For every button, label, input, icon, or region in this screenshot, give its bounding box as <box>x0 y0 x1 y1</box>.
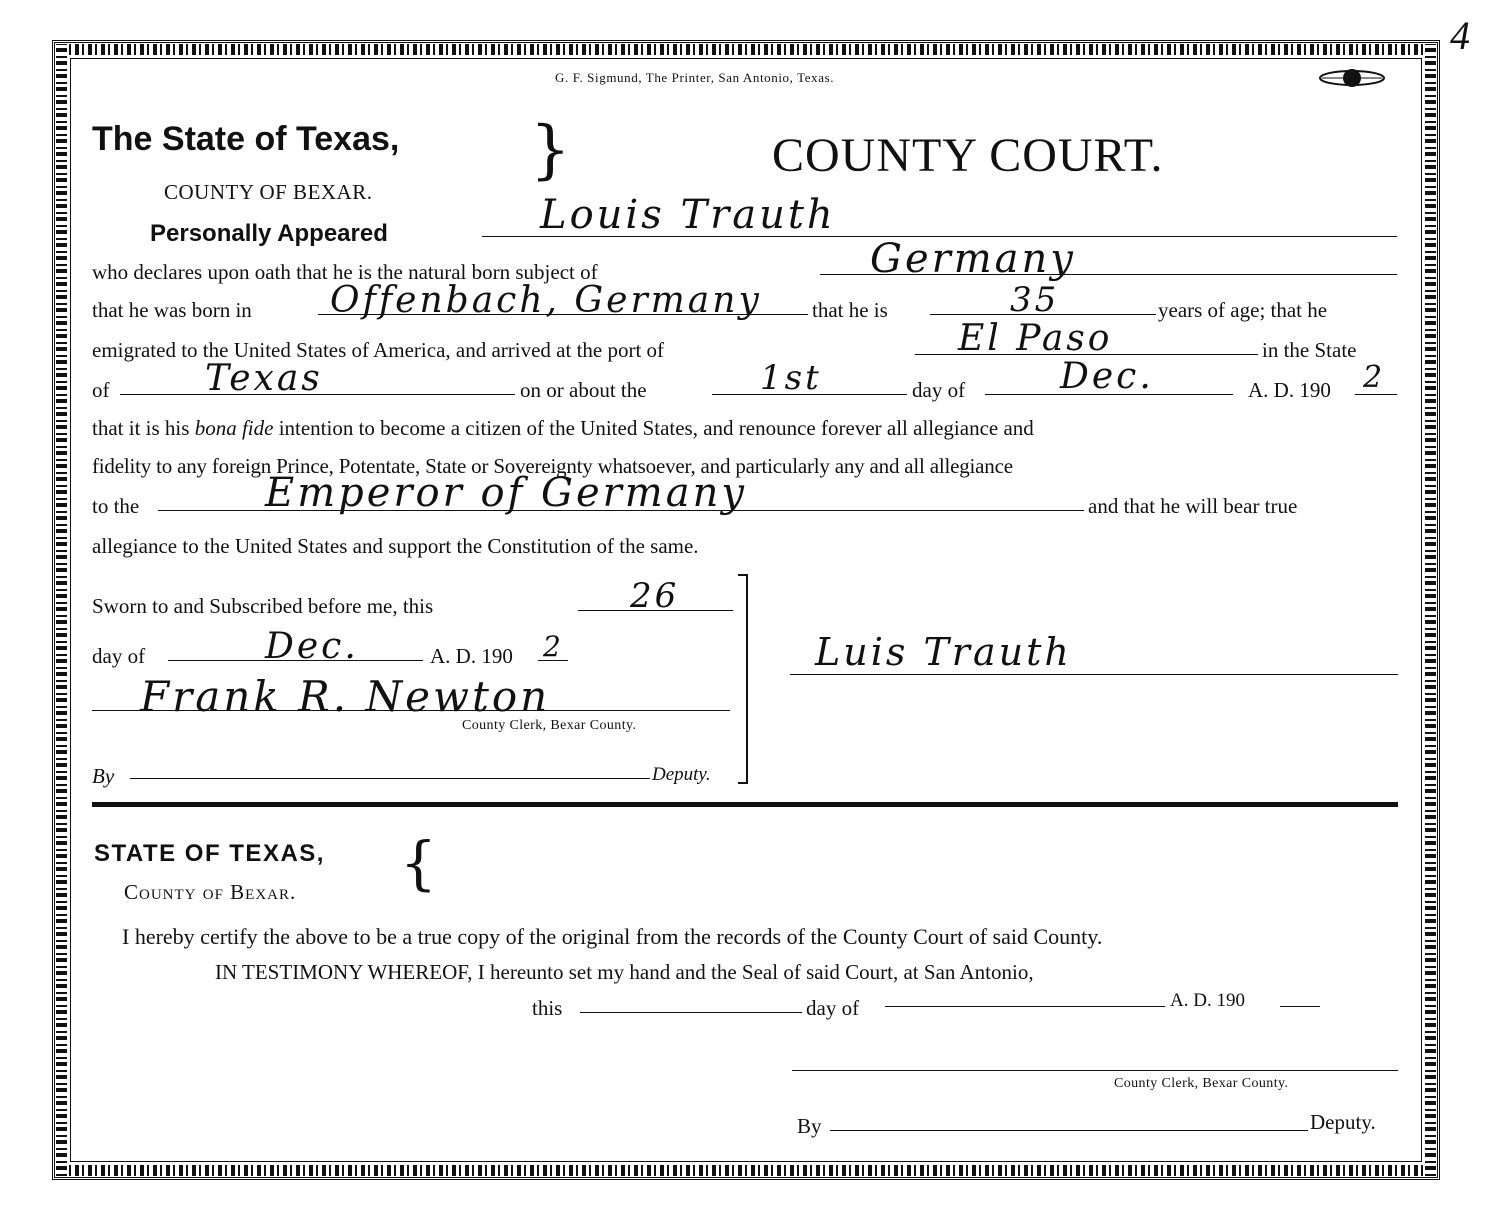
left-greek-border <box>56 44 67 1176</box>
arrival-month-value: Dec. <box>1060 356 1154 397</box>
declarant-signature: Luis Trauth <box>815 630 1072 674</box>
certificate-month-line <box>885 1006 1165 1007</box>
sovereign-value: Emperor of Germany <box>265 470 747 516</box>
fidelity-line: fidelity to any foreign Prince, Potentate, State or Sovereignty whatsoever, and particularly any and all allegiance <box>92 454 1013 478</box>
bona-fide-italic: bona fide <box>194 416 274 440</box>
certificate-day-of-label: day of <box>806 996 860 1020</box>
certificate-deputy-line <box>830 1130 1308 1131</box>
right-greek-border <box>1425 44 1436 1176</box>
sworn-bracket <box>738 574 748 784</box>
certificate-clerk-title: County Clerk, Bexar County. <box>1114 1076 1289 1091</box>
clerk-signature: Frank R. Newton <box>140 672 551 721</box>
bear-true-label: and that he will bear true <box>1088 494 1298 518</box>
age-label: that he is <box>812 298 888 322</box>
sworn-label: Sworn to and Subscribed before me, this <box>92 594 434 618</box>
oath-line-1: who declares upon oath that he is the natural born subject of <box>92 260 598 284</box>
state-heading: The State of Texas, <box>92 120 400 158</box>
arrival-day-value: 1st <box>760 358 822 398</box>
of-label: of <box>92 378 110 402</box>
declarant-signature-line <box>790 674 1398 675</box>
certificate-day-line <box>580 1012 802 1013</box>
testimony-line: IN TESTIMONY WHEREOF, I hereunto set my hand and the Seal of said Court, at San Antonio, <box>215 960 1034 984</box>
certificate-clerk-line <box>792 1070 1398 1071</box>
port-label: emigrated to the United States of America, and arrived at the port of <box>92 338 665 362</box>
on-or-about-label: on or about the <box>520 378 647 402</box>
clerk-signature-line <box>92 710 730 711</box>
bona-fide-suffix: intention to become a citizen of the United States, and renounce forever all allegiance and <box>278 416 1034 440</box>
years-of-age-label: years of age; that he <box>1158 298 1328 322</box>
appeared-label: Personally Appeared <box>150 220 388 247</box>
clerk-title: County Clerk, Bexar County. <box>462 718 637 733</box>
certificate-state-heading: STATE OF TEXAS, <box>94 840 325 867</box>
allegiance-line: allegiance to the United States and support the Constitution of the same. <box>92 534 699 558</box>
certificate-deputy-label: Deputy. <box>1310 1110 1376 1134</box>
in-the-state-label: in the State <box>1262 338 1357 362</box>
sworn-ad-label: A. D. 190 <box>430 644 513 668</box>
certificate-year-line <box>1280 1006 1320 1007</box>
bona-fide-line <box>92 416 1034 441</box>
sworn-day-of-label: day of <box>92 644 146 668</box>
sworn-deputy-line <box>130 778 650 779</box>
age-value: 35 <box>1010 280 1060 320</box>
born-in-value: Offenbach, Germany <box>330 280 762 321</box>
arrival-ad-label: A. D. 190 <box>1248 378 1331 402</box>
to-the-label: to the <box>92 494 140 518</box>
certificate-county-heading: County of Bexar. <box>124 880 297 904</box>
sworn-month-value: Dec. <box>265 626 359 667</box>
certificate-brace: { <box>400 829 437 897</box>
arrival-year-digit: 2 <box>1363 360 1386 395</box>
declarant-name: Louis Trauth <box>540 192 836 238</box>
court-heading: COUNTY COURT. <box>772 129 1164 182</box>
certificate-ad-label: A. D. 190 <box>1170 990 1245 1011</box>
born-in-label: that he was born in <box>92 298 252 322</box>
certificate-this-label: this <box>532 996 563 1020</box>
certify-line: I hereby certify the above to be a true copy of the original from the records of the County Court of said County. <box>122 924 1103 949</box>
day-of-label: day of <box>912 378 966 402</box>
bottom-greek-border <box>56 1165 1436 1176</box>
corner-page-mark: 4 <box>1450 13 1470 58</box>
top-greek-border <box>56 44 1436 55</box>
bona-fide-prefix: that it is his <box>92 416 190 440</box>
state-value: Texas <box>205 358 323 399</box>
header-brace: } <box>530 113 571 187</box>
sworn-by-label: By <box>92 764 115 788</box>
section-divider <box>92 802 1398 807</box>
printer-logo-icon <box>1318 68 1386 88</box>
county-heading: COUNTY OF BEXAR. <box>164 180 373 204</box>
sworn-deputy-label: Deputy. <box>652 764 711 785</box>
sworn-day-value: 26 <box>630 576 680 616</box>
subject-of-value: Germany <box>870 236 1076 282</box>
certificate-by-label: By <box>797 1114 822 1138</box>
sworn-year-digit: 2 <box>543 630 564 663</box>
port-value: El Paso <box>958 318 1113 359</box>
printer-credit: G. F. Sigmund, The Printer, San Antonio, Texas. <box>555 70 835 85</box>
